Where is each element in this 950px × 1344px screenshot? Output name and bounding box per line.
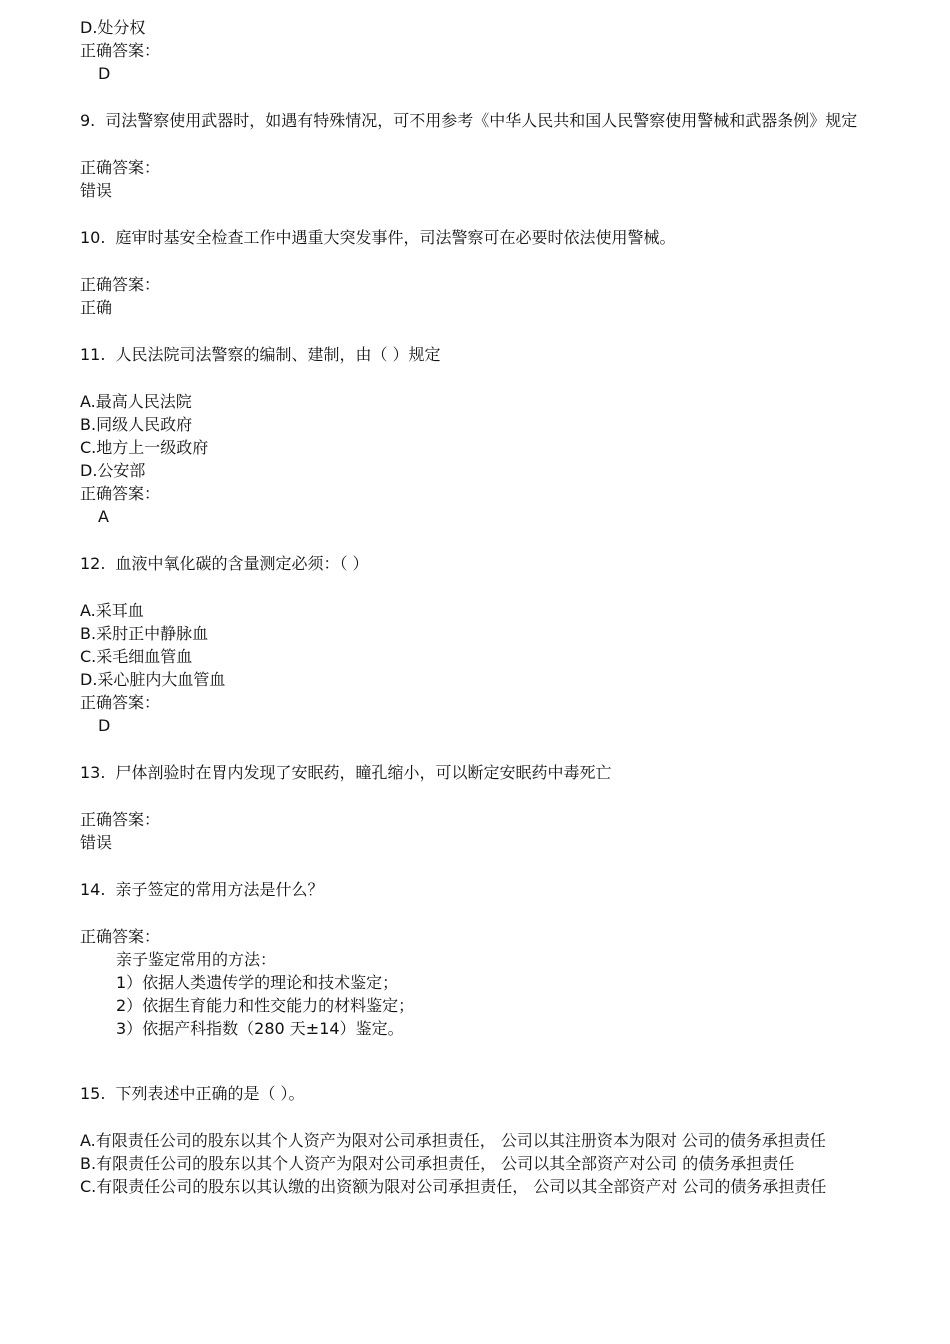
question-number: 13. xyxy=(80,763,106,782)
question-text xyxy=(80,878,880,901)
answer-label: 正确答案： xyxy=(80,275,161,294)
question-body: 人民法院司法警察的编制、建制，由（ ）规定 xyxy=(115,345,441,364)
option-c: C.采毛细血管血 xyxy=(80,647,193,666)
answer-value: 错误 xyxy=(80,833,113,852)
question-9 xyxy=(80,109,880,202)
question-number: 9. xyxy=(80,111,96,130)
option-b: B.同级人民政府 xyxy=(80,415,193,434)
question-text xyxy=(80,552,880,575)
option-d: D.公安部 xyxy=(80,461,146,480)
option-b: B.有限责任公司的股东以其个人资产为限对公司承担责任， 公司以其全部资产对公司 的债务承担责任 xyxy=(80,1154,795,1173)
answer-line: 2）依据生育能力和性交能力的材料鉴定； xyxy=(116,996,415,1015)
question-number: 14. xyxy=(80,880,106,899)
question-number: 15. xyxy=(80,1084,106,1103)
document-page xyxy=(80,16,880,1198)
question-number: 11. xyxy=(80,345,106,364)
answer-value: 正确 xyxy=(80,298,113,317)
answer-label: 正确答案： xyxy=(80,693,161,712)
option-d: D.采心脏内大血管血 xyxy=(80,670,226,689)
answer-value: D xyxy=(98,64,111,83)
option-a: A.最高人民法院 xyxy=(80,392,192,411)
answer-line: 1）依据人类遗传学的理论和技术鉴定； xyxy=(116,973,399,992)
question-12 xyxy=(80,552,880,737)
question-body: 尸体剖验时在胃内发现了安眠药，瞳孔缩小，可以断定安眠药中毒死亡 xyxy=(115,763,612,782)
option-c: C.有限责任公司的股东以其认缴的出资额为限对公司承担责任， 公司以其全部资产对 公司的债务承担责任 xyxy=(80,1177,827,1196)
question-text xyxy=(80,761,880,784)
answer-line: 3）依据产科指数（280 天±14）鉴定。 xyxy=(116,1019,404,1038)
question-number: 12. xyxy=(80,554,106,573)
answer-label: 正确答案： xyxy=(80,158,161,177)
question-number: 10. xyxy=(80,228,106,247)
option-a: A.采耳血 xyxy=(80,601,144,620)
question-14 xyxy=(80,878,880,1040)
answer-label: 正确答案： xyxy=(80,484,161,503)
answer-label: 正确答案： xyxy=(80,927,161,946)
question-text xyxy=(80,343,880,366)
answer-label: 正确答案： xyxy=(80,41,161,60)
option-a: A.有限责任公司的股东以其个人资产为限对公司承担责任， 公司以其注册资本为限对 公司的债务承担责任 xyxy=(80,1131,826,1150)
question-body: 司法警察使用武器时，如遇有特殊情况，可不用参考《中华人民共和国人民警察使用警械和武器条例》规定 xyxy=(105,111,858,130)
question-body: 下列表述中正确的是（ ）。 xyxy=(115,1084,305,1103)
option-c: C.地方上一级政府 xyxy=(80,438,209,457)
question-10 xyxy=(80,226,880,319)
answer-value: A xyxy=(98,507,109,526)
answer-value: D xyxy=(98,716,111,735)
answer-label: 正确答案： xyxy=(80,810,161,829)
question-15 xyxy=(80,1082,880,1198)
answer-line: 亲子鉴定常用的方法： xyxy=(116,950,277,969)
question-body: 庭审时基安全检查工作中遇重大突发事件，司法警察可在必要时依法使用警械。 xyxy=(115,228,676,247)
question-8-tail xyxy=(80,16,880,85)
option-d: D.处分权 xyxy=(80,18,146,37)
question-11 xyxy=(80,343,880,528)
question-13 xyxy=(80,761,880,854)
option-b: B.采肘正中静脉血 xyxy=(80,624,209,643)
question-text xyxy=(80,109,880,132)
question-text xyxy=(80,226,880,249)
question-body: 血液中氧化碳的含量测定必须：（ ） xyxy=(115,554,369,573)
answer-value: 错误 xyxy=(80,181,113,200)
question-text xyxy=(80,1082,880,1105)
question-body: 亲子签定的常用方法是什么？ xyxy=(115,880,324,899)
